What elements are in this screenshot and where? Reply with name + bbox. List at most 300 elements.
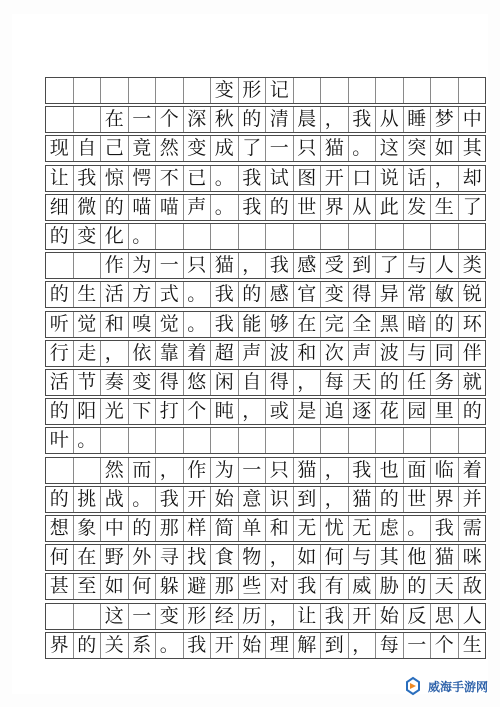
- grid-cell: 依: [129, 341, 157, 366]
- grid-cell: 试: [266, 166, 294, 191]
- grid-cell: 闲: [211, 370, 239, 395]
- grid-cell: [321, 428, 349, 453]
- grid-cell: 的: [462, 400, 482, 423]
- grid-row: [45, 194, 486, 221]
- grid-cell: 的: [431, 312, 459, 337]
- grid-cell: 的: [74, 633, 102, 658]
- grid-cell: 说: [376, 166, 404, 191]
- grid-cell: 突: [404, 136, 432, 161]
- grid-cell: 为: [211, 458, 239, 483]
- grid-row: [45, 77, 486, 104]
- grid-cell: [266, 224, 294, 249]
- grid-cell: ，: [156, 458, 184, 483]
- grid-cell: [349, 428, 377, 453]
- grid-cell: 声: [349, 341, 377, 366]
- grid-cell: 天: [431, 574, 459, 599]
- grid-cell: [239, 224, 267, 249]
- grid-cell: [46, 253, 74, 278]
- grid-cell: 常: [404, 282, 432, 307]
- grid-cell: 愕: [129, 166, 157, 191]
- grid-cell: 其: [462, 137, 482, 160]
- grid-cell: 生: [431, 195, 459, 220]
- grid-cell: [294, 428, 322, 453]
- grid-cell: 些: [239, 574, 267, 599]
- grid-cell: 觉: [156, 312, 184, 337]
- grid-cell: 想: [46, 516, 74, 541]
- grid-cell: 光: [101, 399, 129, 424]
- grid-cell: 的: [239, 282, 267, 307]
- grid-cell: [211, 224, 239, 249]
- grid-cell: 就: [462, 371, 482, 393]
- grid-cell: 睡: [404, 107, 432, 132]
- grid-cell: 到: [349, 253, 377, 278]
- grid-cell: [404, 224, 432, 249]
- grid-cell: 作: [101, 253, 129, 278]
- grid-cell: 感: [266, 282, 294, 307]
- grid-cell: [184, 78, 212, 103]
- grid-cell: 和: [266, 516, 294, 541]
- grid-cell: 与: [349, 545, 377, 570]
- grid-cell: 物: [239, 545, 267, 570]
- grid-row: [45, 573, 486, 600]
- grid-cell: 的: [46, 224, 74, 249]
- grid-cell: 任: [404, 370, 432, 395]
- grid-cell: [459, 428, 487, 453]
- grid-cell: 反: [404, 604, 432, 629]
- grid-cell: 然: [101, 458, 129, 483]
- grid-cell: 变: [156, 604, 184, 629]
- grid-cell: 何: [321, 545, 349, 570]
- grid-cell: 深: [184, 107, 212, 132]
- grid-cell: 的: [376, 487, 404, 512]
- grid-cell: 花: [376, 399, 404, 424]
- grid-cell: 务: [431, 370, 459, 395]
- grid-cell: 有: [321, 574, 349, 599]
- grid-cell: 何: [46, 545, 74, 570]
- grid-cell: 记: [266, 78, 294, 103]
- grid-cell: [349, 224, 377, 249]
- grid-cell: 晨: [294, 107, 322, 132]
- grid-cell: [101, 428, 129, 453]
- grid-cell: 一: [239, 458, 267, 483]
- grid-cell: 行: [46, 341, 74, 366]
- grid-cell: 与: [404, 341, 432, 366]
- grid-cell: 我: [266, 253, 294, 278]
- grid-cell: 始: [239, 633, 267, 658]
- grid-cell: 盹: [211, 399, 239, 424]
- grid-cell: 走: [74, 341, 102, 366]
- grid-cell: 。: [184, 312, 212, 337]
- grid-cell: [74, 253, 102, 278]
- grid-cell: 我: [239, 195, 267, 220]
- grid-cell: 我: [349, 107, 377, 132]
- grid-cell: 全: [349, 312, 377, 337]
- grid-cell: [431, 224, 459, 249]
- grid-cell: 。: [156, 633, 184, 658]
- grid-cell: ，: [101, 341, 129, 366]
- grid-cell: 追: [321, 399, 349, 424]
- grid-cell: 锐: [462, 283, 482, 306]
- grid-cell: [404, 428, 432, 453]
- grid-cell: 逐: [349, 399, 377, 424]
- grid-cell: 已: [184, 166, 212, 191]
- grid-cell: 找: [184, 545, 212, 570]
- grid-cell: [74, 107, 102, 132]
- grid-cell: [294, 224, 322, 249]
- grid-cell: 是: [294, 399, 322, 424]
- grid-cell: [46, 458, 74, 483]
- grid-cell: 只: [266, 458, 294, 483]
- grid-cell: [239, 428, 267, 453]
- grid-cell: 如: [101, 574, 129, 599]
- grid-cell: 活: [46, 370, 74, 395]
- grid-cell: [74, 78, 102, 103]
- grid-cell: 我: [294, 574, 322, 599]
- grid-cell: 叶: [46, 428, 74, 453]
- grid-cell: 和: [294, 341, 322, 366]
- grid-cell: 只: [294, 136, 322, 161]
- grid-cell: ，: [349, 633, 377, 658]
- grid-cell: 如: [431, 136, 459, 161]
- grid-cell: [459, 78, 487, 103]
- grid-cell: 声: [184, 195, 212, 220]
- site-watermark: [403, 675, 488, 697]
- grid-cell: 然: [156, 136, 184, 161]
- grid-cell: 其: [376, 545, 404, 570]
- grid-cell: 我: [156, 487, 184, 512]
- grid-cell: 次: [321, 341, 349, 366]
- grid-cell: 而: [129, 458, 157, 483]
- composition-paper: [12, 14, 488, 694]
- grid-cell: [101, 78, 129, 103]
- grid-cell: [46, 78, 74, 103]
- grid-cell: ，: [239, 253, 267, 278]
- grid-cell: 和: [101, 312, 129, 337]
- grid-cell: 开: [184, 487, 212, 512]
- grid-cell: [321, 224, 349, 249]
- grid-cell: 着: [184, 341, 212, 366]
- grid-row: [45, 457, 486, 484]
- grid-row: [45, 398, 486, 425]
- grid-cell: 的: [266, 195, 294, 220]
- grid-cell: 关: [101, 633, 129, 658]
- grid-cell: 一: [129, 604, 157, 629]
- grid-cell: 里: [431, 399, 459, 424]
- grid-cell: 胁: [376, 574, 404, 599]
- grid-cell: 我: [239, 166, 267, 191]
- grid-cell: 虑: [376, 516, 404, 541]
- grid-cell: 的: [46, 487, 74, 512]
- grid-cell: 让: [46, 166, 74, 191]
- grid-cell: 中: [101, 516, 129, 541]
- grid-cell: 个: [184, 399, 212, 424]
- grid-cell: 到: [294, 487, 322, 512]
- grid-cell: 外: [129, 545, 157, 570]
- grid-cell: 的: [46, 282, 74, 307]
- grid-cell: 下: [129, 399, 157, 424]
- grid-cell: 咪: [462, 546, 482, 569]
- grid-cell: 类: [462, 254, 482, 277]
- grid-cell: 界: [321, 195, 349, 220]
- grid-cell: 为: [129, 253, 157, 278]
- grid-cell: 世: [294, 195, 322, 220]
- grid-cell: 理: [266, 633, 294, 658]
- grid-cell: [404, 78, 432, 103]
- grid-cell: 喵: [129, 195, 157, 220]
- grid-cell: [459, 224, 487, 249]
- grid-cell: 变: [211, 78, 239, 103]
- grid-cell: 。: [129, 224, 157, 249]
- grid-cell: 变: [74, 224, 102, 249]
- grid-cell: 的: [129, 516, 157, 541]
- grid-cell: 开: [321, 166, 349, 191]
- grid-cell: 暗: [404, 312, 432, 337]
- grid-cell: [211, 428, 239, 453]
- grid-cell: 猫: [211, 253, 239, 278]
- grid-cell: 对: [266, 574, 294, 599]
- grid-cell: 生: [74, 282, 102, 307]
- grid-cell: 临: [431, 458, 459, 483]
- grid-cell: 自: [74, 136, 102, 161]
- grid-cell: ，: [294, 370, 322, 395]
- grid-cell: 到: [321, 633, 349, 658]
- grid-cell: 个: [431, 633, 459, 658]
- writing-grid: [45, 77, 486, 662]
- grid-cell: 威: [349, 574, 377, 599]
- grid-cell: 食: [211, 545, 239, 570]
- grid-cell: 生: [462, 633, 482, 656]
- grid-cell: 的: [46, 399, 74, 424]
- grid-cell: 人: [462, 604, 482, 627]
- grid-cell: 我: [349, 458, 377, 483]
- grid-cell: 与: [404, 253, 432, 278]
- grid-cell: 节: [74, 370, 102, 395]
- grid-cell: 不: [156, 166, 184, 191]
- grid-cell: 界: [431, 487, 459, 512]
- grid-cell: [129, 428, 157, 453]
- grid-cell: 细: [46, 195, 74, 220]
- grid-cell: 猫: [321, 136, 349, 161]
- grid-cell: 。: [184, 282, 212, 307]
- grid-cell: 形: [184, 604, 212, 629]
- grid-cell: 觉: [74, 312, 102, 337]
- grid-cell: 世: [404, 487, 432, 512]
- grid-cell: [156, 78, 184, 103]
- grid-cell: 我: [74, 166, 102, 191]
- grid-row: [45, 427, 486, 454]
- grid-cell: [156, 224, 184, 249]
- grid-cell: [74, 458, 102, 483]
- grid-cell: 却: [462, 166, 482, 189]
- grid-cell: 猫: [349, 487, 377, 512]
- grid-cell: 话: [404, 166, 432, 191]
- grid-cell: 作: [184, 458, 212, 483]
- grid-cell: 猫: [431, 545, 459, 570]
- grid-cell: 微: [74, 195, 102, 220]
- grid-cell: 发: [404, 195, 432, 220]
- grid-cell: 此: [376, 195, 404, 220]
- grid-cell: 惊: [101, 166, 129, 191]
- grid-cell: 系: [129, 633, 157, 658]
- grid-cell: 受: [321, 253, 349, 278]
- grid-cell: 如: [294, 545, 322, 570]
- grid-row: [45, 369, 486, 396]
- grid-cell: 寻: [156, 545, 184, 570]
- grid-cell: 了: [462, 195, 482, 218]
- grid-cell: ，: [239, 399, 267, 424]
- grid-cell: 听: [46, 312, 74, 337]
- grid-cell: 的: [376, 370, 404, 395]
- grid-cell: [156, 428, 184, 453]
- grid-cell: 完: [321, 312, 349, 337]
- site-watermark-text: 威海手游网: [427, 679, 488, 694]
- grid-cell: 够: [266, 312, 294, 337]
- grid-cell: 这: [101, 604, 129, 629]
- site-logo-icon: [403, 676, 423, 696]
- grid-cell: 一: [156, 253, 184, 278]
- grid-row: [45, 223, 486, 250]
- grid-cell: 得: [156, 370, 184, 395]
- grid-cell: 阳: [74, 399, 102, 424]
- grid-row: [45, 603, 486, 630]
- grid-cell: [74, 604, 102, 629]
- grid-cell: 感: [294, 253, 322, 278]
- grid-cell: 思: [431, 604, 459, 629]
- grid-cell: 让: [294, 604, 322, 629]
- grid-cell: 园: [404, 399, 432, 424]
- grid-cell: 得: [266, 370, 294, 395]
- grid-cell: 声: [239, 341, 267, 366]
- grid-cell: 只: [184, 253, 212, 278]
- grid-cell: ，: [321, 107, 349, 132]
- grid-cell: 口: [349, 166, 377, 191]
- grid-cell: ，: [431, 166, 459, 191]
- grid-cell: 秋: [211, 107, 239, 132]
- grid-cell: [349, 78, 377, 103]
- grid-cell: 每: [321, 370, 349, 395]
- grid-cell: 野: [101, 545, 129, 570]
- grid-cell: 。: [211, 195, 239, 220]
- grid-cell: 的: [404, 574, 432, 599]
- grid-cell: 经: [211, 604, 239, 629]
- grid-cell: 。: [211, 166, 239, 191]
- grid-cell: 环: [462, 312, 482, 335]
- grid-cell: 波: [376, 341, 404, 366]
- grid-cell: 界: [46, 633, 74, 658]
- grid-cell: [294, 78, 322, 103]
- grid-cell: 始: [376, 604, 404, 629]
- grid-cell: ，: [321, 487, 349, 512]
- grid-cell: [431, 78, 459, 103]
- grid-cell: 在: [101, 107, 129, 132]
- grid-cell: 一: [266, 136, 294, 161]
- grid-cell: 始: [211, 487, 239, 512]
- grid-cell: 猫: [294, 458, 322, 483]
- grid-cell: 。: [349, 136, 377, 161]
- grid-cell: 化: [101, 224, 129, 249]
- grid-row: [45, 281, 486, 308]
- grid-cell: 这: [376, 136, 404, 161]
- grid-cell: 避: [184, 574, 212, 599]
- grid-cell: 奏: [101, 370, 129, 395]
- grid-cell: [46, 604, 74, 629]
- grid-cell: 至: [74, 574, 102, 599]
- grid-cell: 悠: [184, 370, 212, 395]
- grid-cell: 挑: [74, 487, 102, 512]
- grid-cell: 敌: [462, 575, 482, 598]
- grid-cell: 我: [321, 604, 349, 629]
- grid-cell: 黑: [376, 312, 404, 337]
- grid-cell: [129, 78, 157, 103]
- grid-cell: 面: [404, 458, 432, 483]
- grid-cell: 变: [129, 370, 157, 395]
- grid-cell: 了: [239, 136, 267, 161]
- grid-cell: 甚: [46, 574, 74, 599]
- grid-cell: 或: [266, 399, 294, 424]
- grid-cell: 喵: [156, 195, 184, 220]
- grid-cell: 象: [74, 516, 102, 541]
- grid-row: [45, 515, 486, 542]
- grid-cell: 图: [294, 166, 322, 191]
- grid-cell: 那: [211, 574, 239, 599]
- grid-cell: 一: [404, 633, 432, 658]
- grid-cell: 着: [462, 458, 482, 481]
- grid-cell: [376, 428, 404, 453]
- grid-cell: 识: [266, 487, 294, 512]
- grid-cell: 波: [266, 341, 294, 366]
- grid-cell: 成: [211, 136, 239, 161]
- grid-cell: 伴: [462, 341, 482, 364]
- grid-cell: 在: [74, 545, 102, 570]
- grid-cell: ，: [266, 545, 294, 570]
- grid-cell: 我: [184, 633, 212, 658]
- grid-row: [45, 311, 486, 338]
- grid-row: [45, 486, 486, 513]
- grid-cell: 的: [101, 195, 129, 220]
- grid-cell: 官: [294, 282, 322, 307]
- grid-cell: 方: [129, 282, 157, 307]
- grid-cell: 开: [211, 633, 239, 658]
- grid-cell: 何: [129, 574, 157, 599]
- grid-cell: 的: [239, 107, 267, 132]
- grid-cell: 靠: [156, 341, 184, 366]
- grid-cell: 自: [239, 370, 267, 395]
- grid-cell: [266, 428, 294, 453]
- grid-cell: 无: [294, 516, 322, 541]
- grid-cell: 异: [376, 282, 404, 307]
- grid-cell: 在: [294, 312, 322, 337]
- grid-cell: 。: [129, 487, 157, 512]
- grid-cell: 他: [404, 545, 432, 570]
- grid-cell: 开: [349, 604, 377, 629]
- grid-row: [45, 165, 486, 192]
- grid-cell: 清: [266, 107, 294, 132]
- grid-cell: 嗅: [129, 312, 157, 337]
- grid-cell: 从: [349, 195, 377, 220]
- grid-cell: 得: [349, 282, 377, 307]
- grid-cell: 现: [46, 136, 74, 161]
- grid-cell: [376, 224, 404, 249]
- grid-cell: 天: [349, 370, 377, 395]
- grid-cell: 式: [156, 282, 184, 307]
- grid-cell: [46, 107, 74, 132]
- grid-cell: ，: [266, 604, 294, 629]
- grid-cell: [184, 428, 212, 453]
- grid-row: [45, 632, 486, 659]
- grid-row: [45, 135, 486, 162]
- grid-cell: 己: [101, 136, 129, 161]
- grid-cell: [376, 78, 404, 103]
